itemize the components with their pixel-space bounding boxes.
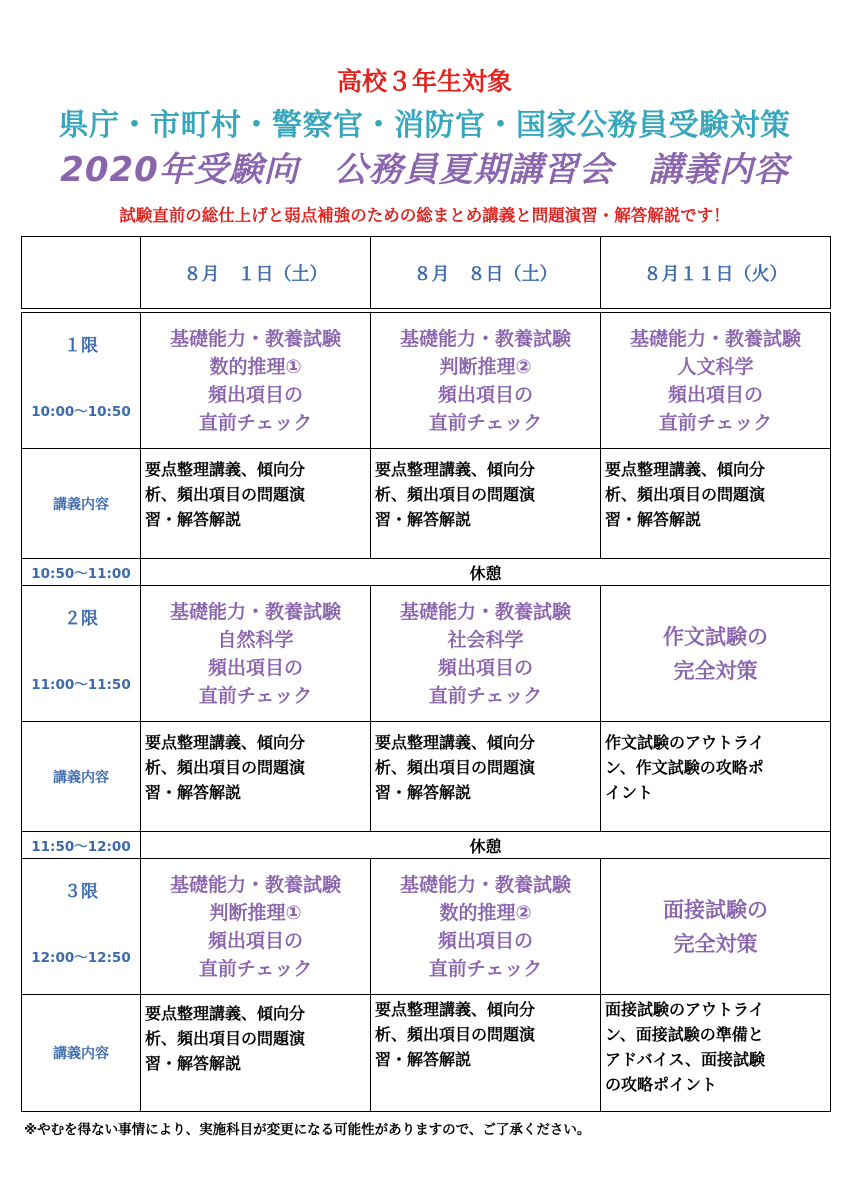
content-line: 要点整理講義、傾向分: [375, 1000, 536, 1019]
content-line: 習・解答解説: [145, 510, 242, 529]
content-line: 習・解答解説: [145, 1054, 242, 1073]
lecture-line: 直前チェック: [198, 411, 313, 434]
content-cell: [601, 722, 831, 832]
content-line: 析、頻出項目の問題演: [605, 485, 766, 504]
content-row: [22, 995, 831, 1112]
lecture-cell: [141, 859, 371, 995]
lecture-cell: [601, 586, 831, 722]
period-time: 11:00～11:50: [31, 677, 131, 693]
lecture-line: 頻出項目の: [437, 383, 533, 406]
lecture-line: 基礎能力・教養試験: [169, 873, 341, 896]
content-cell: [601, 995, 831, 1112]
break-label: 休憩: [141, 832, 831, 859]
period-cell: [22, 859, 141, 995]
period-time: 12:00～12:50: [31, 950, 131, 966]
content-line: 要点整理講義、傾向分: [375, 460, 536, 479]
content-line: ン、面接試験の準備と: [605, 1025, 764, 1044]
footnote: ※やむを得ない事情により、実施科目が変更になる可能性がありますので、ご了承ください。: [24, 1122, 591, 1138]
content-line: ン、作文試験の攻略ポ: [605, 758, 764, 777]
lecture-line: 作文試験の: [663, 624, 768, 649]
content-line: 析、頻出項目の問題演: [145, 1029, 306, 1048]
content-cell: [141, 722, 371, 832]
content-line: 要点整理講義、傾向分: [375, 733, 536, 752]
content-line: 作文試験のアウトライ: [605, 733, 765, 752]
target-audience: 高校３年生対象: [336, 67, 512, 96]
period-label: ３限: [64, 882, 98, 902]
content-row: [22, 449, 831, 559]
lecture-cell: [141, 313, 371, 449]
lead-text: 試験直前の総仕上げと弱点補強のための総まとめ講義と問題演習・解答解説です！: [119, 206, 730, 225]
header-corner: [22, 237, 141, 309]
content-line: 習・解答解説: [145, 783, 242, 802]
date-header: ８月 １日（土）: [141, 237, 371, 309]
page-title: 2020年受験向 公務員夏期講習会 講義内容: [60, 150, 789, 190]
content-line: 習・解答解説: [375, 1050, 472, 1069]
content-line: 析、頻出項目の問題演: [145, 485, 306, 504]
lecture-line: 基礎能力・教養試験: [629, 327, 801, 350]
lecture-line: 直前チェック: [658, 411, 773, 434]
content-label: 講義内容: [22, 449, 141, 559]
lecture-line: 自然科学: [217, 628, 294, 651]
period-row: [22, 859, 831, 995]
content-line: 要点整理講義、傾向分: [605, 460, 766, 479]
content-line: 析、頻出項目の問題演: [375, 485, 536, 504]
content-cell: [371, 722, 601, 832]
period-cell: [22, 313, 141, 449]
lecture-line: 完全対策: [673, 931, 758, 956]
content-cell: [371, 449, 601, 559]
period-label: ２限: [64, 609, 98, 629]
lecture-line: 基礎能力・教養試験: [399, 600, 571, 623]
lecture-cell: [371, 586, 601, 722]
lecture-line: 基礎能力・教養試験: [399, 873, 571, 896]
lecture-line: 頻出項目の: [437, 929, 533, 952]
period-cell: [22, 586, 141, 722]
period-row: [22, 586, 831, 722]
content-line: 習・解答解説: [605, 510, 702, 529]
content-line: 習・解答解説: [375, 510, 472, 529]
lecture-line: 直前チェック: [428, 684, 543, 707]
lecture-line: 基礎能力・教養試験: [399, 327, 571, 350]
lecture-line: 頻出項目の: [667, 383, 763, 406]
lecture-cell: [601, 313, 831, 449]
lecture-cell: [371, 313, 601, 449]
period-time: 10:00～10:50: [31, 404, 131, 420]
content-label: 講義内容: [22, 995, 141, 1112]
lecture-line: 数的推理①: [209, 355, 302, 378]
lecture-line: 直前チェック: [428, 411, 543, 434]
period-row: [22, 313, 831, 449]
content-line: 習・解答解説: [375, 783, 472, 802]
header-row: [22, 237, 831, 309]
content-line: 要点整理講義、傾向分: [145, 460, 306, 479]
date-header: ８月１１日（火）: [601, 237, 831, 309]
lecture-cell: [371, 859, 601, 995]
date-header: ８月 ８日（土）: [371, 237, 601, 309]
content-cell: [601, 449, 831, 559]
lecture-line: 数的推理②: [439, 901, 532, 924]
break-time: 10:50～11:00: [22, 559, 141, 586]
content-line: イント: [605, 783, 654, 802]
content-cell: [371, 995, 601, 1112]
content-cell: [141, 449, 371, 559]
content-row: [22, 722, 831, 832]
break-label: 休憩: [141, 559, 831, 586]
content-cell: [141, 995, 371, 1112]
lecture-line: 社会科学: [447, 628, 524, 651]
lecture-line: 頻出項目の: [207, 383, 303, 406]
exam-subtitle: 県庁・市町村・警察官・消防官・国家公務員受験対策: [58, 108, 791, 143]
lecture-line: 直前チェック: [198, 957, 313, 980]
period-label: １限: [64, 336, 98, 356]
lecture-line: 直前チェック: [428, 957, 543, 980]
lecture-line: 頻出項目の: [207, 656, 303, 679]
content-line: 析、頻出項目の問題演: [375, 758, 536, 777]
content-line: 要点整理講義、傾向分: [145, 1004, 306, 1023]
lecture-line: 直前チェック: [198, 684, 313, 707]
break-row: [22, 832, 831, 859]
lecture-line: 判断推理①: [209, 901, 302, 924]
lecture-line: 判断推理②: [439, 355, 532, 378]
content-line: 析、頻出項目の問題演: [375, 1025, 536, 1044]
lecture-line: 面接試験の: [663, 897, 768, 922]
lecture-cell: [601, 859, 831, 995]
content-line: アドバイス、面接試験: [605, 1050, 766, 1069]
break-time: 11:50～12:00: [22, 832, 141, 859]
content-line: の攻略ポイント: [605, 1075, 718, 1094]
break-row: [22, 559, 831, 586]
lecture-line: 頻出項目の: [437, 656, 533, 679]
content-line: 面接試験のアウトライ: [605, 1000, 765, 1019]
lecture-cell: [141, 586, 371, 722]
lecture-line: 人文科学: [677, 355, 754, 378]
lecture-line: 基礎能力・教養試験: [169, 600, 341, 623]
lecture-line: 基礎能力・教養試験: [169, 327, 341, 350]
lecture-line: 頻出項目の: [207, 929, 303, 952]
content-label: 講義内容: [22, 722, 141, 832]
schedule-table: [21, 236, 831, 1112]
content-line: 要点整理講義、傾向分: [145, 733, 306, 752]
lecture-line: 完全対策: [673, 658, 758, 683]
content-line: 析、頻出項目の問題演: [145, 758, 306, 777]
